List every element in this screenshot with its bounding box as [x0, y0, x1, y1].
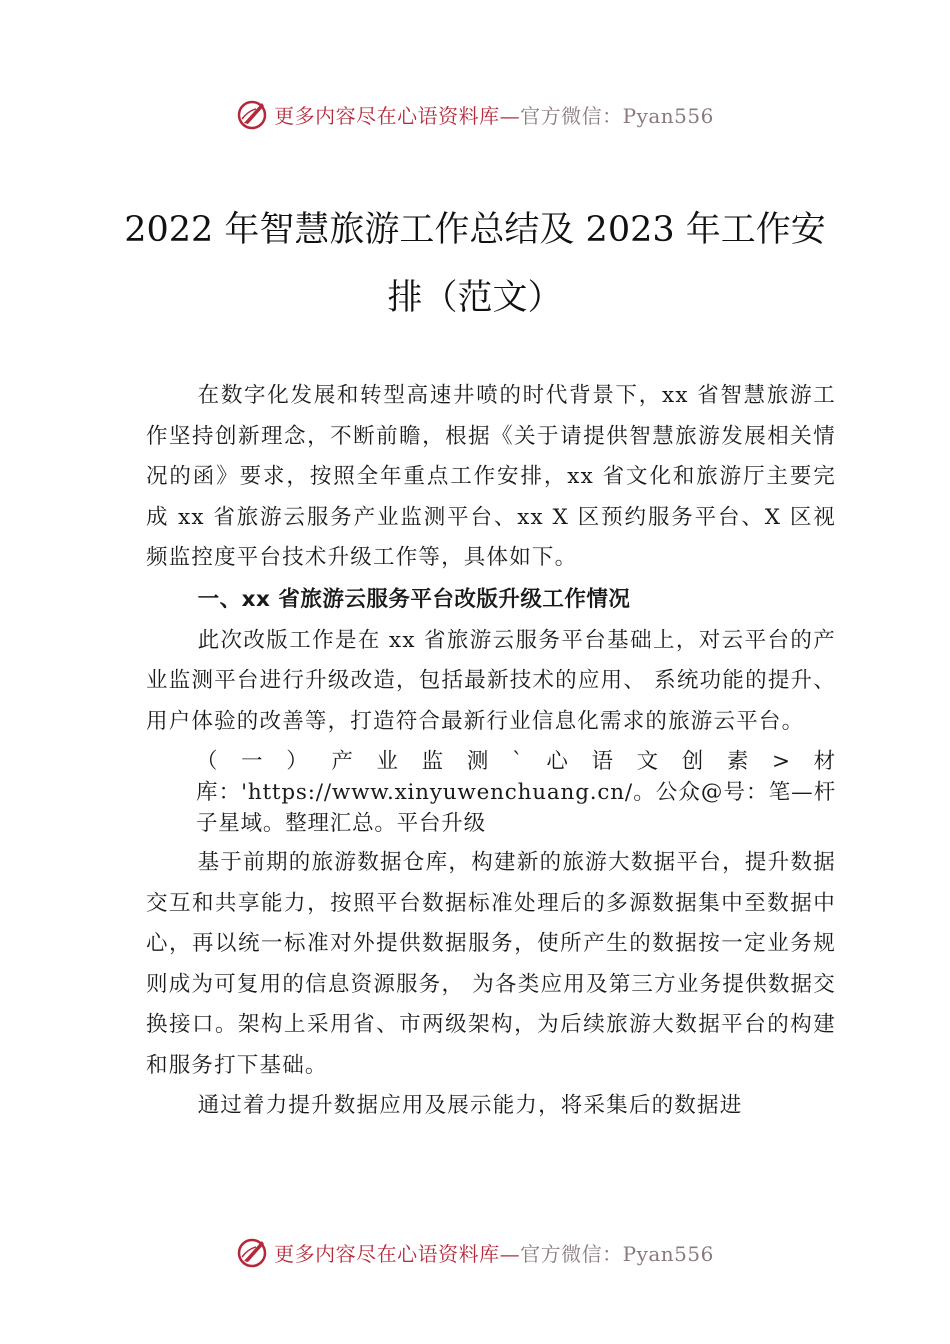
footer-banner: [0, 1232, 950, 1272]
section-heading-1: 一、xx 省旅游云服务平台改版升级工作情况: [197, 586, 631, 612]
quill-logo-icon: [236, 1235, 270, 1269]
quill-logo-icon: [236, 97, 270, 131]
title-line-2: 排（范文）: [387, 278, 563, 318]
banner-text: 更多内容尽在心语资料库—官方微信：Pyan556: [274, 1241, 714, 1266]
paragraph-data-platform: 基于前期的旅游数据仓库，构建新的旅游大数据平台，提升数据交互和共享能力，按照平台数据标准处理后的多源数据集中至数据中心，再以统一标准对外提供数据服务，使所产生的数据按一定业务规则成为可复用的信息资源服务， 为各类应用及第三方业务提供数据交换接口。架构上采用省、市两级架构，为后续旅游大数据平台的构建和服务打下基础。: [146, 850, 836, 1078]
banner-text: 更多内容尽在心语资料库—官方微信：Pyan556: [274, 103, 714, 128]
paragraph-continued: 通过着力提升数据应用及展示能力，将采集后的数据进: [197, 1093, 743, 1118]
document-body: [146, 376, 836, 1127]
paragraph-upgrade: 此次改版工作是在 xx 省旅游云服务平台基础上，对云平台的产业监测平台进行升级改造，包括最新技术的应用、 系统功能的提升、用户体验的改善等，打造符合最新行业信息化需求的旅游云平台。: [146, 627, 836, 734]
paragraph-intro: 在数字化发展和转型高速井喷的时代背景下，xx 省智慧旅游工作坚持创新理念，不断前瞻，根据《关于请提供智慧旅游发展相关情况的函》要求，按照全年重点工作安排，xx 省文化和旅游厅主要完成 xx 省旅游云服务产业监测平台、xx X 区预约服务平台、X 区视频监控度平台技术升级工作等，具体如下。: [146, 383, 836, 570]
title-line-1: 2022 年智慧旅游工作总结及 2023 年工作安: [124, 210, 826, 250]
document-title: [120, 196, 830, 332]
header-banner: [0, 94, 950, 134]
subheading-1: （一）产业监测`心语文创素>材库：'https://www.xinyuwenchuang.cn/。公众@号：笔—杆子星域。整理汇总。平台升级: [196, 749, 836, 836]
